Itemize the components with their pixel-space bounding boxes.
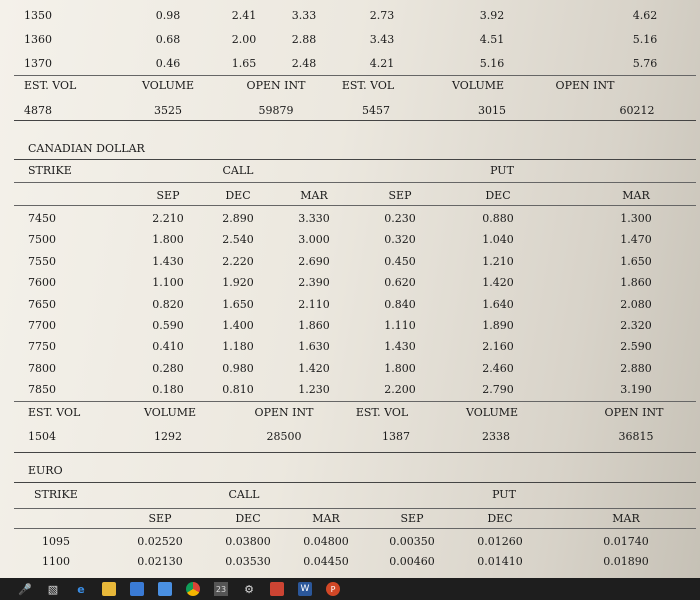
footer-value: 1292 (154, 430, 182, 443)
price-cell: 2.080 (620, 297, 652, 311)
month-header: DEC (485, 189, 511, 202)
top-footer-values (0, 104, 700, 120)
cad-footer-labels (0, 406, 700, 422)
price-cell: 0.00460 (389, 555, 435, 568)
strike-cell: 7500 (28, 233, 56, 247)
price-cell: 1.420 (482, 276, 514, 290)
price-cell: 2.88 (291, 33, 317, 46)
price-cell: 2.390 (298, 276, 330, 290)
price-cell: 2.880 (620, 361, 652, 375)
price-cell: 0.590 (152, 319, 184, 332)
price-cell: 5.16 (632, 33, 658, 46)
strike-label: STRIKE (28, 164, 72, 177)
price-cell: 0.410 (152, 340, 184, 354)
footer-label: VOLUME (143, 406, 197, 419)
footer-value: 28500 (266, 430, 302, 443)
footer-value: 60212 (619, 104, 655, 117)
price-cell: 2.00 (231, 33, 257, 46)
price-cell: 0.840 (384, 297, 416, 311)
divider-line (14, 120, 696, 121)
price-cell: 2.110 (298, 297, 330, 311)
strike-cell: 7650 (28, 297, 56, 311)
price-cell: 0.230 (384, 212, 416, 225)
price-cell: 1.430 (152, 254, 184, 268)
price-cell: 2.160 (482, 340, 514, 354)
price-cell: 0.810 (222, 383, 254, 397)
store-icon[interactable] (130, 582, 144, 596)
price-cell: 2.890 (222, 212, 254, 225)
price-cell: 0.98 (155, 9, 181, 22)
calendar-badge-icon[interactable]: 23 (214, 582, 228, 596)
month-header: MAR (300, 189, 328, 202)
price-cell: 1.210 (482, 254, 514, 268)
divider-line (14, 508, 696, 509)
footer-value: 59879 (258, 104, 294, 117)
price-cell: 1.420 (298, 361, 330, 375)
cad-header-row (0, 164, 700, 180)
divider-line (14, 452, 696, 453)
price-cell: 0.03800 (225, 535, 271, 548)
footer-label: EST. VOL (341, 79, 395, 92)
footer-value: 36815 (618, 430, 654, 443)
footer-label: VOLUME (465, 406, 519, 419)
strike-cell: 7550 (28, 254, 56, 268)
table-row (0, 255, 700, 271)
price-cell: 1.860 (620, 276, 652, 290)
word-icon[interactable]: W (298, 582, 312, 596)
table-row (0, 535, 700, 551)
price-cell: 1.110 (384, 319, 416, 332)
price-cell: 2.540 (222, 233, 254, 247)
table-row (0, 276, 700, 292)
month-header: SEP (400, 512, 424, 525)
section-title-euro: EURO (28, 464, 63, 477)
powerpoint-icon[interactable]: P (326, 582, 340, 596)
footer-value: 2338 (482, 430, 510, 443)
price-cell: 1.230 (298, 383, 330, 397)
footer-label: OPEN INT (246, 79, 306, 92)
price-cell: 3.330 (298, 212, 330, 225)
price-cell: 0.01410 (477, 555, 523, 568)
price-cell: 2.320 (620, 319, 652, 332)
month-header: DEC (225, 189, 251, 202)
strike-cell: 7700 (28, 319, 56, 332)
settings-icon[interactable]: ⚙ (244, 582, 254, 596)
footer-value: 1504 (28, 430, 56, 443)
price-cell: 0.980 (222, 361, 254, 375)
price-cell: 1.100 (152, 276, 184, 290)
price-cell: 3.43 (369, 33, 395, 46)
price-cell: 0.02130 (137, 555, 183, 568)
divider-line (14, 528, 696, 529)
strike-cell: 7450 (28, 212, 56, 225)
price-cell: 0.280 (152, 361, 184, 375)
footer-label: OPEN INT (555, 79, 615, 92)
price-cell: 1.800 (384, 361, 416, 375)
month-header: SEP (388, 189, 412, 202)
task-view-icon[interactable]: ▧ (47, 582, 59, 596)
price-cell: 1.890 (482, 319, 514, 332)
footer-label: EST. VOL (355, 406, 409, 419)
price-cell: 0.03530 (225, 555, 271, 568)
chrome-icon[interactable] (186, 582, 200, 596)
footer-label: EST. VOL (28, 406, 81, 419)
strike-cell: 7750 (28, 340, 56, 354)
table-row (0, 383, 700, 399)
price-cell: 0.04450 (303, 555, 349, 568)
edge-browser-icon[interactable]: e (77, 582, 85, 596)
price-cell: 0.01740 (603, 535, 649, 548)
price-cell: 1.650 (620, 254, 652, 268)
divider-line (14, 205, 696, 206)
price-cell: 3.000 (298, 233, 330, 247)
strike-cell: 1095 (42, 535, 70, 548)
price-cell: 2.73 (369, 9, 395, 22)
price-cell: 3.33 (291, 9, 317, 22)
price-cell: 1.040 (482, 233, 514, 247)
price-cell: 4.51 (479, 33, 505, 46)
price-cell: 0.01260 (477, 535, 523, 548)
footer-label: EST. VOL (24, 79, 77, 92)
divider-line (14, 182, 696, 183)
divider-line (14, 159, 696, 160)
price-cell: 0.46 (155, 57, 181, 70)
taskbar (0, 578, 700, 600)
price-cell: 4.21 (369, 57, 395, 70)
price-cell: 0.01890 (603, 555, 649, 568)
price-cell: 0.820 (152, 297, 184, 311)
table-row (0, 340, 700, 356)
table-row (0, 9, 700, 25)
month-header: DEC (487, 512, 513, 525)
footer-value: 5457 (362, 104, 390, 117)
price-cell: 0.880 (482, 212, 514, 225)
strike-label: STRIKE (34, 488, 78, 501)
price-cell: 2.41 (231, 9, 257, 22)
app-icon[interactable] (270, 582, 284, 596)
euro-header-row (0, 488, 700, 504)
table-row (0, 57, 700, 73)
strike-cell: 1360 (24, 33, 52, 46)
cad-month-header (0, 189, 700, 205)
price-cell: 2.48 (291, 57, 317, 70)
price-cell: 0.180 (152, 383, 184, 397)
month-header: SEP (156, 189, 180, 202)
month-header: SEP (148, 512, 172, 525)
price-cell: 1.430 (384, 340, 416, 354)
photos-icon[interactable] (158, 582, 172, 596)
price-cell: 0.02520 (137, 535, 183, 548)
price-cell: 0.68 (155, 33, 181, 46)
price-cell: 2.210 (152, 212, 184, 225)
price-cell: 4.62 (632, 9, 658, 22)
strike-cell: 1350 (24, 9, 52, 22)
price-cell: 1.630 (298, 340, 330, 354)
put-label: PUT (490, 164, 514, 177)
table-row (0, 298, 700, 314)
month-header: MAR (622, 189, 650, 202)
price-cell: 0.620 (384, 276, 416, 290)
table-row (0, 33, 700, 49)
call-label: CALL (228, 488, 260, 501)
price-cell: 1.400 (222, 319, 254, 332)
price-cell: 2.690 (298, 254, 330, 268)
footer-label: VOLUME (451, 79, 505, 92)
footer-value: 1387 (382, 430, 410, 443)
month-header: MAR (612, 512, 640, 525)
price-cell: 5.16 (479, 57, 505, 70)
price-cell: 2.590 (620, 340, 652, 354)
divider-line (14, 75, 696, 76)
put-label: PUT (492, 488, 516, 501)
table-row (0, 362, 700, 378)
price-cell: 0.04800 (303, 535, 349, 548)
price-cell: 2.200 (384, 383, 416, 397)
divider-line (14, 401, 696, 402)
price-cell: 1.860 (298, 319, 330, 332)
price-cell: 1.640 (482, 297, 514, 311)
price-cell: 1.650 (222, 297, 254, 311)
euro-month-header (0, 512, 700, 528)
price-cell: 1.800 (152, 233, 184, 247)
footer-label: OPEN INT (604, 406, 664, 419)
strike-cell: 1370 (24, 57, 52, 70)
price-cell: 5.76 (632, 57, 658, 70)
price-cell: 2.460 (482, 361, 514, 375)
price-cell: 1.65 (231, 57, 257, 70)
price-cell: 3.92 (479, 9, 505, 22)
footer-label: VOLUME (141, 79, 195, 92)
call-label: CALL (222, 164, 254, 177)
price-cell: 2.790 (482, 383, 514, 397)
section-title-canadian-dollar: CANADIAN DOLLAR (28, 142, 145, 155)
price-cell: 1.470 (620, 233, 652, 247)
table-row (0, 212, 700, 228)
price-cell: 1.300 (620, 212, 652, 225)
footer-value: 3015 (478, 104, 506, 117)
price-cell: 0.450 (384, 254, 416, 268)
price-cell: 0.00350 (389, 535, 435, 548)
strike-cell: 1100 (42, 555, 70, 568)
divider-line (14, 482, 696, 483)
footer-label: OPEN INT (254, 406, 314, 419)
price-cell: 1.180 (222, 340, 254, 354)
month-header: DEC (235, 512, 261, 525)
table-row (0, 319, 700, 335)
strike-cell: 7800 (28, 361, 56, 375)
footer-value: 4878 (24, 104, 52, 117)
microphone-icon[interactable]: 🎤 (18, 582, 32, 596)
strike-cell: 7600 (28, 276, 56, 290)
top-footer-labels (0, 79, 700, 95)
price-cell: 3.190 (620, 383, 652, 397)
footer-value: 3525 (154, 104, 182, 117)
month-header: MAR (312, 512, 340, 525)
file-explorer-icon[interactable] (102, 582, 116, 596)
strike-cell: 7850 (28, 383, 56, 397)
price-cell: 1.920 (222, 276, 254, 290)
cad-footer-values (0, 430, 700, 446)
table-row (0, 555, 700, 571)
price-cell: 0.320 (384, 233, 416, 247)
table-row (0, 233, 700, 249)
price-cell: 2.220 (222, 254, 254, 268)
